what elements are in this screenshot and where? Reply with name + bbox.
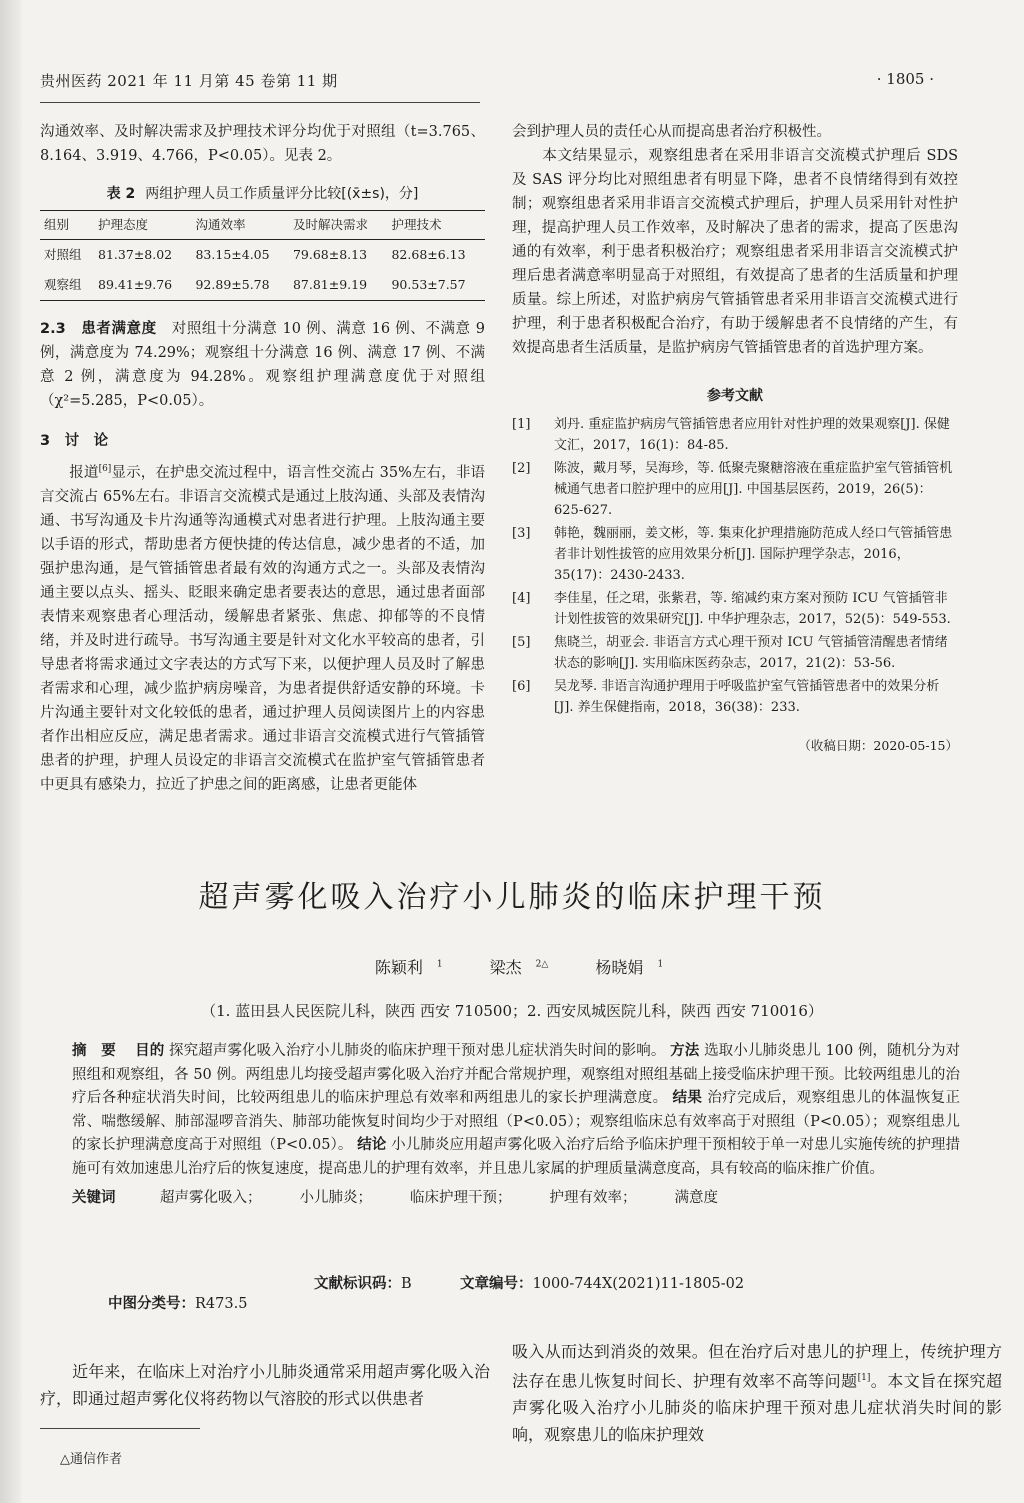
table-cell: 对照组 (44, 247, 82, 262)
reference-text: 陈波，戴月琴，吴海珍，等. 低聚壳聚糖溶液在重症监护室气管插管机械通气患者口腔护理中的应用[J]. 中国基层医药，2019，26(5)：625-627. (554, 461, 953, 518)
table-header-cell: 及时解决需求 (289, 211, 388, 240)
table-cell: 92.89±5.78 (191, 270, 288, 301)
reference-number: [2] (512, 461, 531, 476)
table2-caption (40, 182, 485, 206)
references-title: 参考文献 (707, 388, 763, 404)
objective-text: 探究超声雾化吸入治疗小儿肺炎的临床护理干预对患儿症状消失时间的影响。 (169, 1043, 666, 1059)
reference-number: [3] (512, 526, 531, 541)
discussion-lead: 报道 (69, 464, 99, 481)
conclusion-paragraph (512, 144, 958, 360)
abstract-text (72, 1040, 960, 1181)
section-2-3-heading: 2.3 患者满意度 (40, 321, 157, 337)
keyword: 满意度 (674, 1190, 718, 1206)
table2 (40, 210, 485, 301)
results-label: 结果 (672, 1090, 703, 1106)
table-header-cell: 组别 (40, 211, 94, 240)
running-header (40, 70, 934, 100)
table-cell: 89.41±9.76 (94, 270, 191, 301)
intro-text: 近年来，在临床上对治疗小儿肺炎通常采用超声雾化吸入治疗，即通过超声雾化仪将药物以气溶胶的形式以供患者 (40, 1362, 490, 1408)
reference-text: 韩艳，魏丽丽，姜文彬，等. 集束化护理措施防范成人经口气管插管患者非计划性拔管的应用效果分析[J]. 国际护理学杂志，2016，35(17)：2430-2433. (554, 526, 953, 583)
reference-number: [6] (512, 679, 531, 694)
journal-info: 贵州医药 2021 年 11 月第 45 卷第 11 期 (40, 72, 338, 90)
conclusion-abstract-text: 小儿肺炎应用超声雾化吸入治疗后给予临床护理干预相较于单一对患儿实施传统的护理措施可有效加速患儿治疗后的恢复速度，提高患儿的护理有效率，并且患儿家属的护理质量满意度高，具有较高的临床推广价值。 (72, 1137, 961, 1177)
reference-number: [5] (512, 635, 531, 650)
doc-code-label: 文献标识码： (314, 1276, 401, 1292)
objective-label: 目的 (135, 1043, 165, 1059)
results-text: 治疗完成后，观察组患儿的体温恢复正常、喘憋缓解、肺部湿啰音消失、肺部功能恢复时间均少于对照组（P<0.05）；观察组临床总有效率高于对照组（P<0.05）；观察组患儿的家长护理满意度高于对照组（P<0.05）。 (72, 1090, 961, 1153)
discussion-text: 显示，在护患交流过程中，语言性交流占 35%左右，非语言交流占 65%左右。非语言交流模式是通过上肢沟通、头部及表情沟通、书写沟通及卡片沟通等沟通模式对患者进行护理。上肢沟通主要以手语的形式，帮助患者方便快捷的传达信息，减少患者的不适，加强护患沟通，是气管插管患者最有效的沟通方式之一。头部及表情沟通主要以点头、摇头、眨眼来确定患者要表达的意思，通过患者面部表情来观察患者心理活动，缓解患者紧张、焦虑、抑郁等的不良情绪，并及时进行疏导。书写沟通主要是针对文化水平较高的患者，引导患者将需求通过文字表达的方式写下来，以便护理人员及时了解患者需求和心理，减少监护病房噪音，为患者提供舒适安静的环境。卡片沟通主要针对文化较低的患者，通过护理人员阅读图片上的内容患者作出相应反应，满足患者需求。通过非语言交流模式进行气管插管患者的护理，护理人员设定的非语言交流模式在监护室气管插管患者中更具有感染力，拉近了护患之间的距离感，让患者更能体 (40, 464, 486, 793)
reference-item (512, 458, 958, 521)
intro-paragraph-continuation (512, 1338, 1002, 1448)
table-header-cell: 沟通效率 (191, 211, 288, 240)
keywords-label: 关键词 (72, 1190, 116, 1206)
reference-item (512, 414, 958, 456)
reference-text: 刘丹. 重症监护病房气管插管患者应用针对性护理的效果观察[J]. 保健文汇，2017，16(1)：84-85. (554, 417, 950, 453)
affiliation: （1. 蓝田县人民医院儿科，陕西 西安 710500；2. 西安凤城医院儿科，陕西 西安 710016） (201, 1002, 823, 1020)
reference-text: 焦晓兰，胡亚会. 非语言方式心理干预对 ICU 气管插管清醒患者情绪状态的影响[J]. 实用临床医药杂志，2017，21(2)：53-56. (554, 635, 948, 671)
reference-item (512, 676, 958, 718)
methods-text: 选取小儿肺炎患儿 100 例，随机分为对照组和观察组，各 50 例。两组患儿均接受超声雾化吸入治疗并配合常规护理，观察组对照组基础上接受临床护理干预。比较两组患儿的治疗后各种症状消失时间，比较两组患儿的临床护理总有效率和两组患儿的家长护理满意度。 (72, 1043, 961, 1106)
table-header-cell: 护理态度 (94, 211, 191, 240)
author (581, 958, 663, 977)
reference-number: [4] (512, 591, 531, 606)
results-continuation: 沟通效率、及时解决需求及护理技术评分均优于对照组（t=3.765、8.164、3.919、4.766，P<0.05）。见表 2。 (40, 124, 485, 164)
table2-label: 表 2 (106, 186, 136, 202)
keyword: 护理有效率； (549, 1190, 637, 1206)
keyword: 临床护理干预； (410, 1190, 512, 1206)
reference-text: 李佳星，任之珺，张紫君，等. 缩减约束方案对预防 ICU 气管插管非计划性拔管的效果研究[J]. 中华护理杂志，2017，52(5)：549-553. (554, 591, 951, 627)
received-date: （收稿日期：2020-05-15） (798, 738, 958, 753)
doc-code-value: B (401, 1276, 412, 1292)
methods-label: 方法 (670, 1043, 700, 1059)
table-cell: 81.37±8.02 (98, 247, 173, 262)
table-row (40, 270, 485, 301)
table-row (40, 240, 485, 271)
keywords (72, 1187, 960, 1211)
discussion-heading: 3 讨 论 (40, 433, 109, 449)
keyword: 超声雾化吸入； (160, 1190, 262, 1206)
conclusion-text: 本文结果显示，观察组患者在采用非语言交流模式护理后 SDS 及 SAS 评分均比对照组患者有明显下降，患者不良情绪得到有效控制；观察组患者采用非语言交流模式护理后，护理人员采用针对性护理，提高护理人员工作效率，及时解决了患者的需求，提高了医患沟通的有效率，利于患者积极治疗；观察组患者采用非语言交流模式护理后患者满意率明显高于对照组，有效提高了患者的生活质量和护理质量。综上所述，对监护病房气管插管患者采用非语言交流模式进行护理，利于患者积极配合治疗，有助于缓解患者不良情绪的产生，有效提高患者生活质量，是监护病房气管插管患者的首选护理方案。 (512, 148, 959, 356)
reference-list (512, 414, 958, 718)
author-list (0, 955, 1024, 978)
section-2-3-text: 对照组十分满意 10 例、满意 16 例、不满意 9 例，满意度为 74.29%；观察组十分满意 16 例、满意 17 例、不满意 2 例，满意度为 94.28%。观察组护理满意度优于对照组（χ²=5.285，P<0.05）。 (40, 321, 486, 409)
author-affil-sup: 1 (436, 959, 443, 970)
article-title: 超声雾化吸入治疗小儿肺炎的临床护理干预 (198, 880, 826, 915)
table-header-cell: 护理技术 (387, 211, 485, 240)
table-cell: 82.68±6.13 (391, 247, 466, 262)
citation-ref: [6] (98, 464, 112, 474)
table-header-row (40, 211, 485, 240)
left-column (40, 120, 485, 797)
intro-paragraph (40, 1358, 490, 1412)
abstract (72, 1040, 960, 1211)
citation-ref: [1] (857, 1373, 871, 1383)
reference-item (512, 632, 958, 674)
table2-title: 两组护理人员工作质量评分比较[(x̄±s)，分] (145, 186, 419, 202)
clc-number (108, 1292, 247, 1313)
intro-text: 吸入从而达到消炎的效果。但在治疗后对患儿的护理上，传统护理方法存在患儿恢复时间长、护理有效率不高等问题 (512, 1342, 1002, 1391)
reference-text: 吴龙琴. 非语言沟通护理用于呼吸监护室气管插管患者中的效果分析[J]. 养生保健指南，2018，36(38)：233. (554, 679, 940, 715)
abstract-label: 摘 要 (72, 1043, 116, 1059)
footnote-rule (40, 1428, 200, 1429)
discussion-continuation: 会到护理人员的责任心从而提高患者治疗积极性。 (512, 124, 831, 140)
keyword: 小儿肺炎； (299, 1190, 372, 1206)
reference-item (512, 523, 958, 586)
conclusion-label: 结论 (357, 1137, 387, 1153)
author-affil-sup: 1 (657, 959, 664, 970)
author-name: 陈颖利 (374, 958, 423, 977)
corresponding-author-note: △通信作者 (60, 1452, 122, 1467)
article-number-value: 1000-744X(2021)11-1805-02 (532, 1276, 745, 1292)
page-number: · 1805 · (876, 70, 934, 88)
intro-right (512, 1338, 1002, 1448)
page-edge-shadow (0, 0, 22, 1503)
author-affil-sup: 2△ (535, 959, 549, 970)
reference-item (512, 588, 958, 630)
table-cell: 90.53±7.57 (387, 270, 485, 301)
clc-value: R473.5 (195, 1296, 248, 1312)
author (361, 958, 443, 977)
article-number (460, 1272, 744, 1293)
reference-number: [1] (512, 417, 531, 432)
article-number-label: 文章编号： (460, 1276, 533, 1292)
header-rule (40, 102, 480, 103)
intro-text: 。本文旨在探究超声雾化吸入治疗小儿肺炎的临床护理干预对患儿症状消失时间的影响，观察患儿的临床护理效 (512, 1371, 1002, 1445)
doc-code (314, 1272, 412, 1293)
author-name: 杨晓娟 (595, 958, 644, 977)
author (476, 958, 549, 977)
table-cell: 79.68±8.13 (292, 247, 368, 262)
table-cell: 83.15±4.05 (195, 247, 270, 262)
discussion-paragraph (40, 457, 485, 797)
section-2-3 (40, 317, 485, 413)
intro-left (40, 1358, 490, 1412)
clc-label: 中图分类号： (108, 1296, 195, 1312)
table-cell: 87.81±9.19 (289, 270, 388, 301)
table-cell: 观察组 (40, 270, 94, 301)
author-name: 梁杰 (489, 958, 522, 977)
right-column (512, 120, 958, 758)
